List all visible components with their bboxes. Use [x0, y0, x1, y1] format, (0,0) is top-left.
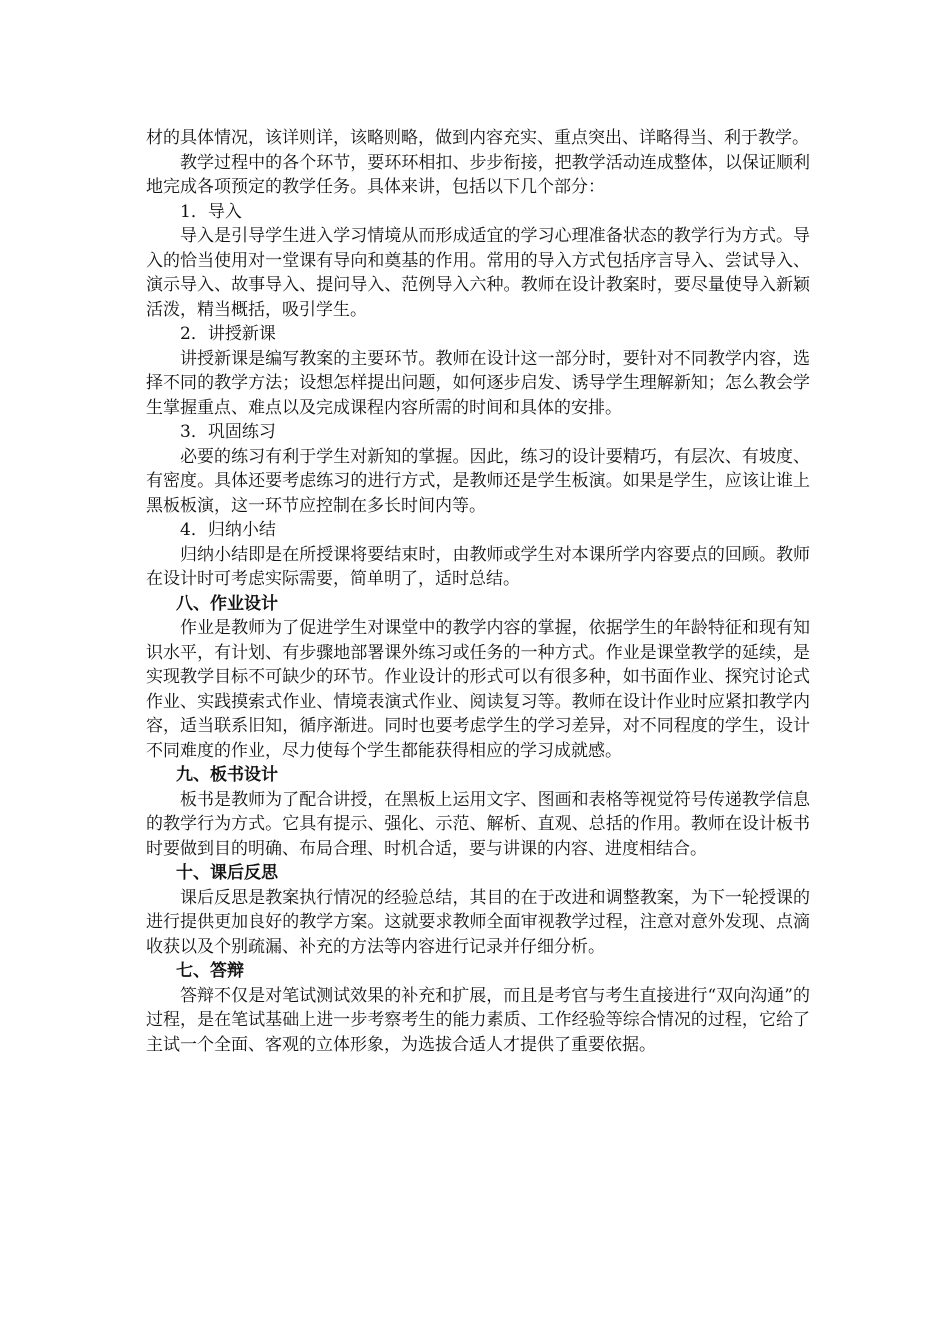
- paragraph: 导入是引导学生进入学习情境从而形成适宜的学习心理准备状态的教学行为方式。导入的恰当使用对一堂课有导向和奠基的作用。常用的导入方式包括序言导入、尝试导入、演示导入、故事导入、提问导入、范例导入六种。教师在设计教案时，要尽量使导入新颖活泼，精当概括，吸引学生。: [146, 226, 810, 320]
- section-heading: 七、答辩: [176, 961, 244, 981]
- subsection-heading: 3．巩固练习: [180, 422, 276, 442]
- paragraph: 作业是教师为了促进学生对课堂中的教学内容的掌握，依据学生的年龄特征和现有知识水平，有计划、有步骤地部署课外练习或任务的一种方式。作业是课堂教学的延续，是实现教学目标不可缺少的环节。作业设计的形式可以有很多种，如书面作业、探究讨论式作业、实践摸索式作业、情境表演式作业、阅读复习等。教师在设计作业时应紧扣教学内容，适当联系旧知，循序渐进。同时也要考虑学生的学习差异，对不同程度的学生，设计不同难度的作业，尽力使每个学生都能获得相应的学习成就感。: [146, 618, 810, 761]
- subsection-heading: 4．归纳小结: [180, 520, 276, 540]
- paragraph: 教学过程中的各个环节，要环环相扣、步步衔接，把教学活动连成整体，以保证顺利地完成各项预定的教学任务。具体来讲，包括以下几个部分：: [146, 152, 810, 197]
- paragraph: 课后反思是教案执行情况的经验总结，其目的在于改进和调整教案，为下一轮授课的进行提供更加良好的教学方案。这就要求教师全面审视教学过程，注意对意外发现、点滴收获以及个别疏漏、补充的方法等内容进行记录并仔细分析。: [146, 887, 810, 957]
- subsection-heading: 2．讲授新课: [180, 324, 276, 344]
- paragraph: 必要的练习有利于学生对新知的掌握。因此，练习的设计要精巧，有层次、有坡度、有密度。具体还要考虑练习的进行方式，是教师还是学生板演。如果是学生，应该让谁上黑板板演，这一环节应控制在多长时间内等。: [146, 446, 810, 516]
- section-heading: 十、课后反思: [176, 863, 278, 883]
- paragraph: 板书是教师为了配合讲授，在黑板上运用文字、图画和表格等视觉符号传递教学信息的教学行为方式。它具有提示、强化、示范、解析、直观、总括的作用。教师在设计板书时要做到目的明确、布局合理、时机合适，要与讲课的内容、进度相结合。: [146, 789, 810, 859]
- section-heading: 九、板书设计: [176, 765, 278, 785]
- paragraph: 归纳小结即是在所授课将要结束时，由教师或学生对本课所学内容要点的回顾。教师在设计时可考虑实际需要，简单明了，适时总结。: [146, 544, 810, 589]
- subsection-heading: 1．导入: [180, 201, 242, 222]
- paragraph: 材的具体情况，该详则详，该略则略，做到内容充实、重点突出、详略得当、利于教学。: [146, 128, 809, 148]
- paragraph: 答辩不仅是对笔试测试效果的补充和扩展，而且是考官与考生直接进行“双向沟通”的过程，是在笔试基础上进一步考察考生的能力素质、工作经验等综合情况的过程，它给了主试一个全面、客观的立体形象，为选拔合适人才提供了重要依据。: [146, 985, 810, 1055]
- section-heading: 八、作业设计: [176, 593, 278, 614]
- paragraph: 讲授新课是编写教案的主要环节。教师在设计这一部分时，要针对不同教学内容，选择不同的教学方法；设想怎样提出问题，如何逐步启发、诱导学生理解新知；怎么教会学生掌握重点、难点以及完成课程内容所需的时间和具体的安排。: [146, 348, 810, 418]
